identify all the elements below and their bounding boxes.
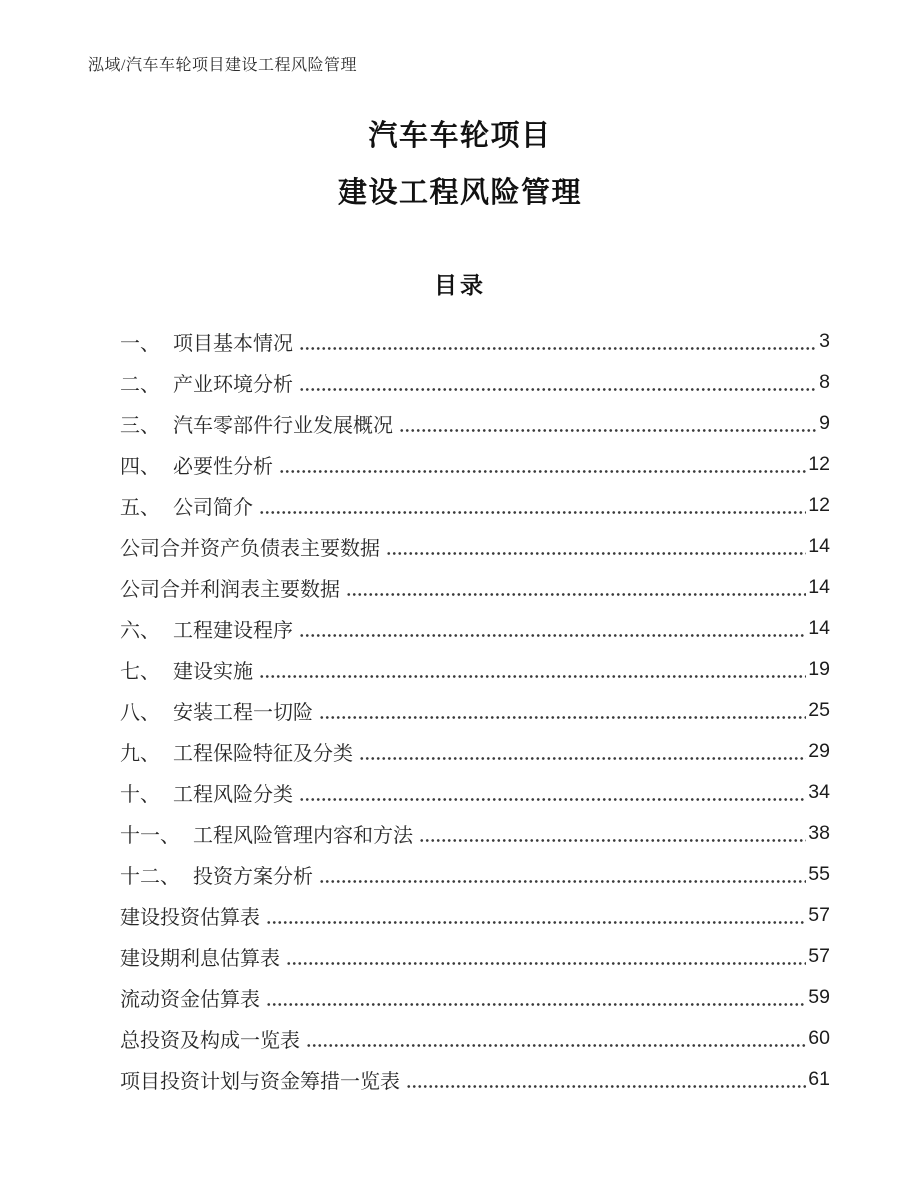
toc-entry[interactable] [120,895,830,936]
toc-page-number: 59 [808,986,830,1008]
toc-page-number: 9 [819,412,830,434]
toc-page-number: 57 [808,904,830,926]
toc-entry-number: 七、 [120,661,160,683]
toc-entry[interactable] [120,403,830,444]
toc-dot-leader [299,634,806,637]
toc-entry-number: 二、 [120,374,160,396]
toc-entry-number: 六、 [120,620,160,642]
toc-entry-label: 投资方案分析 [193,866,313,888]
toc-dot-leader [266,921,806,924]
page-title-line-2: 建设工程风险管理 [337,177,582,209]
toc-dot-leader [259,675,806,678]
toc-entry-label: 工程风险管理内容和方法 [193,825,413,847]
toc-entry[interactable] [120,321,830,362]
toc-entry-label: 公司合并利润表主要数据 [120,579,340,601]
toc-entry-label: 流动资金估算表 [120,989,260,1011]
toc-entry-number: 一、 [120,333,160,355]
toc-dot-leader [279,470,806,473]
toc-entry-label: 必要性分析 [173,456,273,478]
toc-entry-label: 总投资及构成一览表 [120,1030,300,1052]
toc-dot-leader [299,798,806,801]
toc-entry[interactable] [120,977,830,1018]
toc-entry[interactable] [120,936,830,977]
toc-entry-label: 汽车零部件行业发展概况 [173,415,393,437]
toc-dot-leader [386,552,806,555]
toc-page-number: 19 [808,658,830,680]
toc-heading: 目录 [434,272,486,298]
toc-entry[interactable] [120,690,830,731]
toc-entry[interactable] [120,854,830,895]
toc-entry-label: 建设期利息估算表 [120,948,280,970]
toc-entry[interactable] [120,772,830,813]
toc-entry-label: 项目投资计划与资金筹措一览表 [120,1071,400,1093]
toc-dot-leader [406,1085,806,1088]
toc-entry-label: 项目基本情况 [173,333,293,355]
toc-page-number: 12 [808,494,830,516]
toc-list [120,321,830,1100]
toc-entry-number: 三、 [120,415,160,437]
toc-entry[interactable] [120,485,830,526]
toc-entry-label: 工程建设程序 [173,620,293,642]
toc-entry[interactable] [120,526,830,567]
toc-dot-leader [259,511,806,514]
toc-entry-label: 建设投资估算表 [120,907,260,929]
toc-entry[interactable] [120,444,830,485]
toc-page-number: 12 [808,453,830,475]
toc-page-number: 55 [808,863,830,885]
toc-entry-label: 建设实施 [173,661,253,683]
toc-entry[interactable] [120,731,830,772]
toc-dot-leader [306,1044,806,1047]
toc-entry[interactable] [120,1018,830,1059]
toc-page-number: 29 [808,740,830,762]
toc-page-number: 38 [808,822,830,844]
toc-entry-label: 工程风险分类 [173,784,293,806]
toc-page-number: 14 [808,535,830,557]
toc-page-number: 8 [819,371,830,393]
toc-entry-number: 九、 [120,743,160,765]
toc-dot-leader [399,429,817,432]
toc-entry-label: 工程保险特征及分类 [173,743,353,765]
toc-dot-leader [319,716,806,719]
toc-dot-leader [266,1003,806,1006]
toc-page-number: 14 [808,617,830,639]
toc-dot-leader [299,347,817,350]
toc-page-number: 61 [808,1068,830,1090]
toc-entry-number: 八、 [120,702,160,724]
toc-entry-label: 产业环境分析 [173,374,293,396]
document-header: 泓域/汽车车轮项目建设工程风险管理 [88,57,357,74]
toc-entry[interactable] [120,608,830,649]
toc-entry-label: 公司合并资产负债表主要数据 [120,538,380,560]
toc-entry[interactable] [120,813,830,854]
toc-page-number: 34 [808,781,830,803]
toc-entry[interactable] [120,567,830,608]
toc-page-number: 60 [808,1027,830,1049]
toc-entry[interactable] [120,1059,830,1100]
toc-page-number: 14 [808,576,830,598]
toc-dot-leader [359,757,806,760]
toc-entry-label: 安装工程一切险 [173,702,313,724]
toc-entry-number: 十、 [120,784,160,806]
toc-dot-leader [419,839,806,842]
toc-entry-number: 十二、 [120,866,180,888]
toc-page-number: 57 [808,945,830,967]
toc-entry-number: 四、 [120,456,160,478]
toc-dot-leader [299,388,817,391]
page-title-line-1: 汽车车轮项目 [368,120,552,152]
toc-page-number: 3 [819,330,830,352]
toc-entry-number: 五、 [120,497,160,519]
toc-page-number: 25 [808,699,830,721]
toc-entry-number: 十一、 [120,825,180,847]
toc-dot-leader [319,880,806,883]
toc-dot-leader [286,962,806,965]
toc-entry[interactable] [120,649,830,690]
toc-dot-leader [346,593,806,596]
toc-entry-label: 公司简介 [173,497,253,519]
toc-entry[interactable] [120,362,830,403]
